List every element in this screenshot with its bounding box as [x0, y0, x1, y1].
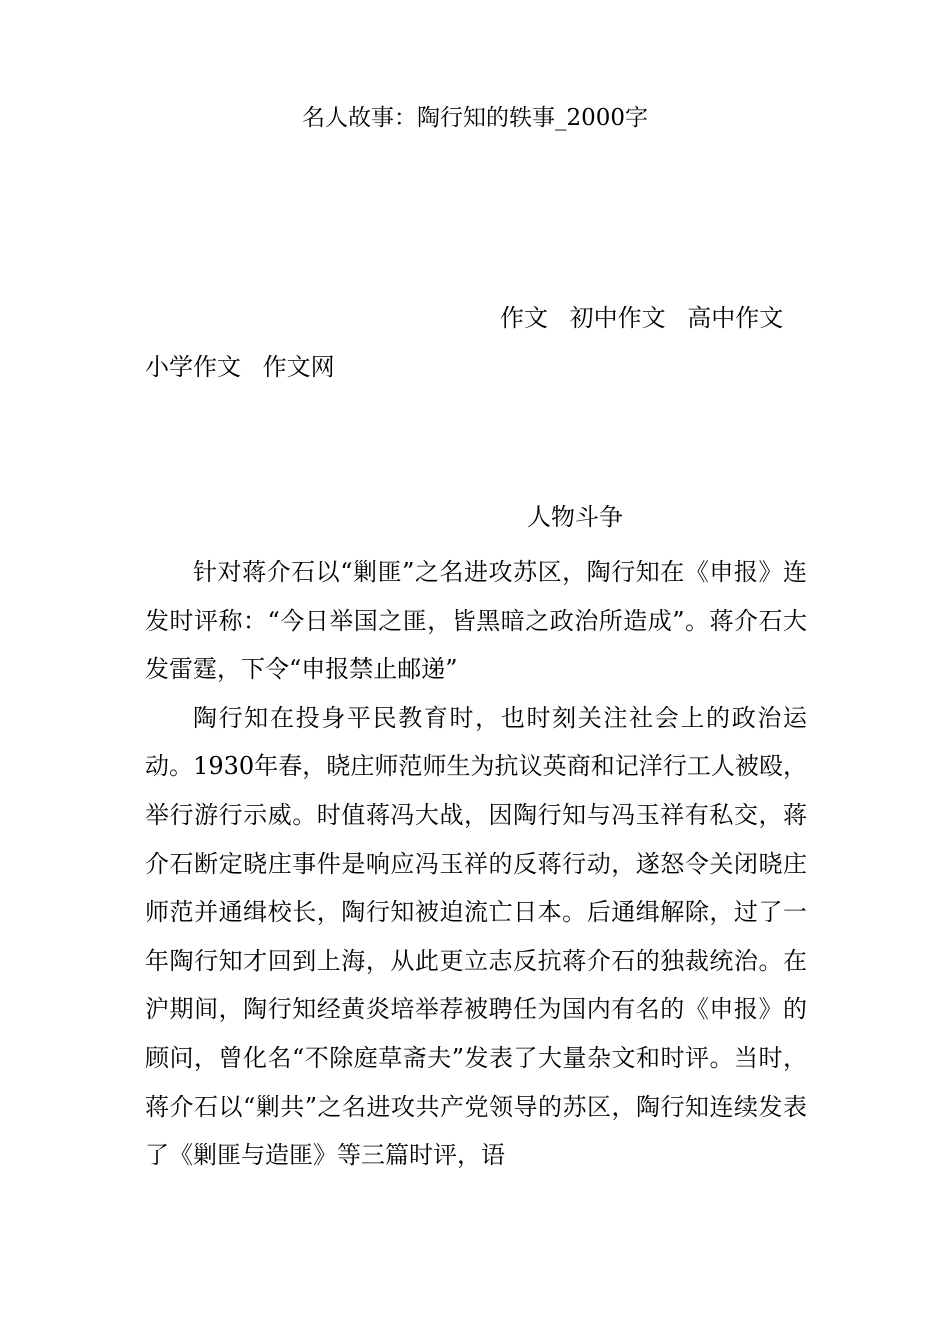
category-link-zuowen-site[interactable]: 作文网	[262, 353, 335, 381]
section-heading: 人物斗争	[527, 503, 623, 531]
article-body	[145, 548, 807, 1180]
category-link-zuowen[interactable]: 作文	[500, 304, 548, 332]
category-link-junior-high[interactable]: 初中作文	[569, 304, 666, 332]
category-link-senior-high[interactable]: 高中作文	[687, 304, 784, 332]
category-link-primary[interactable]: 小学作文	[145, 353, 241, 381]
document-title: 名人故事：陶行知的轶事_2000字	[301, 105, 649, 131]
category-links-line-2	[145, 350, 335, 384]
paragraph-2: 陶行知在投身平民教育时，也时刻关注社会上的政治运动。1930年春，晓庄师范师生为抗议英商和记洋行工人被殴，举行游行示威。时值蒋冯大战，因陶行知与冯玉祥有私交，蒋介石断定晓庄事件是响应冯玉祥的反蒋行动，遂怒令关闭晓庄师范并通缉校长，陶行知被迫流亡日本。后通缉解除，过了一年陶行知才回到上海，从此更立志反抗蒋介石的独裁统治。在沪期间，陶行知经黄炎培举荐被聘任为国内有名的《申报》的顾问，曾化名“不除庭草斋夫”发表了大量杂文和时评。当时，蒋介石以“剿共”之名进攻共产党领导的苏区，陶行知连续发表了《剿匪与造匪》等三篇时评，语	[145, 703, 807, 1170]
category-links-line-1	[500, 301, 783, 335]
paragraph-1: 针对蒋介石以“剿匪”之名进攻苏区，陶行知在《申报》连发时评称：“今日举国之匪，皆黑暗之政治所造成”。蒋介石大发雷霆，下令“申报禁止邮递”	[145, 558, 807, 684]
